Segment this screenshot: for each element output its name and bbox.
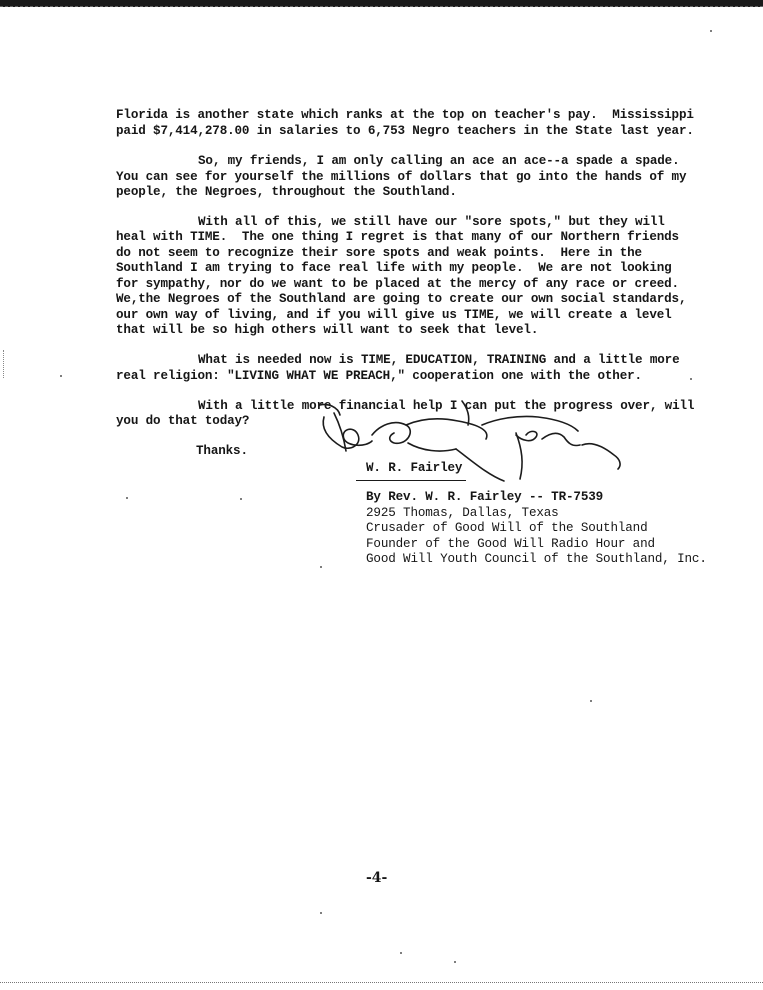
- signature-rule: [356, 480, 466, 481]
- paragraph-2-line-2: You can see for yourself the millions of dollars that go into the hands of my: [116, 170, 687, 184]
- paragraph-3-line-5: for sympathy, nor do we want to be placed at the mercy of any race or creed.: [116, 277, 679, 291]
- paragraph-2-line-3: people, the Negroes, throughout the Southland.: [116, 185, 457, 199]
- paragraph-1-line-1: Florida is another state which ranks at the top on teacher's pay. Mississippi: [116, 108, 694, 122]
- paragraph-3-line-7: our own way of living, and if you will give us TIME, we will create a level: [116, 308, 672, 322]
- scan-speck: [590, 700, 592, 702]
- paragraph-1-line-2: paid $7,414,278.00 in salaries to 6,753 Negro teachers in the State last year.: [116, 124, 694, 138]
- paragraph-4-line-2: real religion: "LIVING WHAT WE PREACH," cooperation one with the other.: [116, 369, 642, 383]
- paragraph-3-line-4: Southland I am trying to face real life with my people. We are not looking: [116, 261, 672, 275]
- signature-block-line-4: Founder of the Good Will Radio Hour and: [366, 537, 655, 551]
- paragraph-5-line-1: With a little more financial help I can put the progress over, will: [198, 399, 695, 413]
- paragraph-4-line-1: What is needed now is TIME, EDUCATION, TRAINING and a little more: [198, 353, 680, 367]
- paragraph-3-line-8: that will be so high others will want to seek that level.: [116, 323, 539, 337]
- scan-speck: [690, 378, 692, 380]
- scan-speck: [400, 952, 402, 954]
- scan-speck: [60, 375, 62, 377]
- closing-text: Thanks.: [196, 444, 248, 458]
- signature-block-line-3: Crusader of Good Will of the Southland: [366, 521, 648, 535]
- scan-bottom-edge: [0, 982, 763, 989]
- handwritten-signature: [310, 395, 640, 500]
- scan-speck: [240, 498, 242, 500]
- paragraph-2-line-1: So, my friends, I am only calling an ace an ace--a spade a spade.: [198, 154, 680, 168]
- page-number: -4-: [366, 870, 388, 886]
- scan-speck: [126, 497, 128, 499]
- scan-speck: [320, 912, 322, 914]
- signature-block-line-1: By Rev. W. R. Fairley -- TR-7539: [366, 490, 604, 504]
- paragraph-3-line-3: do not seem to recognize their sore spots and weak points. Here in the: [116, 246, 642, 260]
- scan-speck: [710, 30, 712, 32]
- scan-speck: [320, 566, 322, 568]
- scan-speck: [454, 961, 456, 963]
- typed-signature-name: W. R. Fairley: [366, 461, 463, 475]
- paragraph-5-line-2: you do that today?: [116, 414, 250, 428]
- signature-block-line-5: Good Will Youth Council of the Southland, Inc.: [366, 552, 707, 566]
- paragraph-3-line-6: We,the Negroes of the Southland are going to create our own social standards,: [116, 292, 687, 306]
- paragraph-3-line-1: With all of this, we still have our "sore spots," but they will: [198, 215, 665, 229]
- signature-block-line-2: 2925 Thomas, Dallas, Texas: [366, 506, 559, 520]
- paragraph-3-line-2: heal with TIME. The one thing I regret is that many of our Northern friends: [116, 230, 679, 244]
